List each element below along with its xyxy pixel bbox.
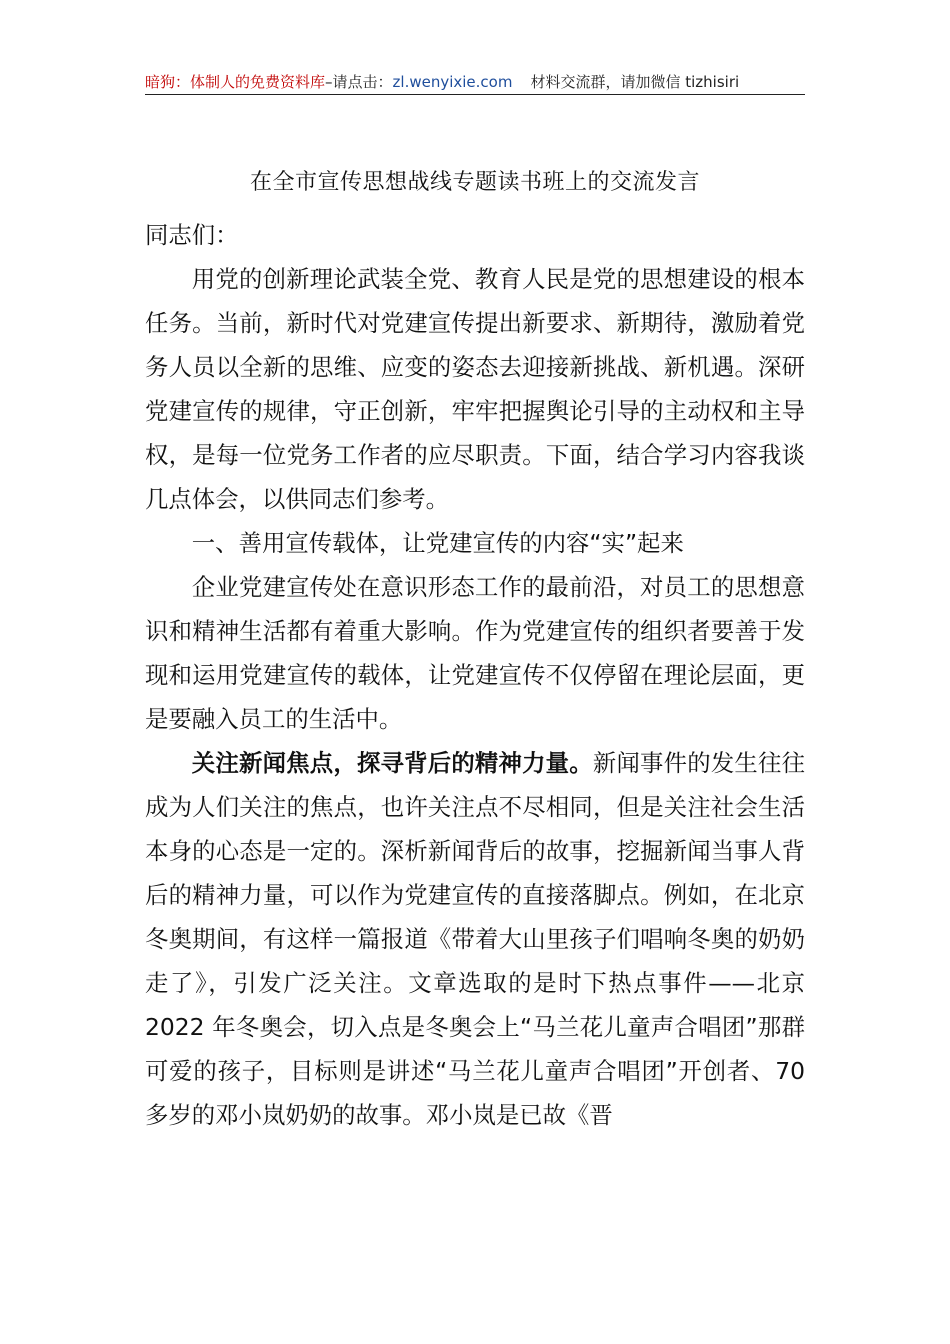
salutation: 同志们： — [145, 221, 239, 249]
paragraph-news-focus — [145, 741, 805, 1137]
header-contact: 材料交流群，请加微信 tizhisiri — [530, 73, 740, 91]
document-body — [145, 213, 805, 1137]
page-header — [145, 70, 805, 95]
paragraph-intro: 用党的创新理论武装全党、教育人民是党的思想建设的根本任务。当前，新时代对党建宣传提出新要求、新期待，激励着党务人员以全新的思维、应变的姿态去迎接新挑战、新机遇。深研党建宣传的规律，守正创新，牢牢把握舆论引导的主动权和主导权，是每一位党务工作者的应尽职责。下面，结合学习内容我谈几点体会，以供同志们参考。 — [145, 265, 805, 513]
document-title: 在全市宣传思想战线专题读书班上的交流发言 — [249, 170, 700, 195]
paragraph-section-1: 企业党建宣传处在意识形态工作的最前沿，对员工的思想意识和精神生活都有着重大影响。作为党建宣传的组织者要善于发现和运用党建宣传的载体，让党建宣传不仅停留在理论层面，更是要融入员工的生活中。 — [145, 573, 805, 733]
header-brand: 暗狗：体制人的免费资料库 — [145, 73, 326, 91]
header-prompt: –请点击： — [325, 73, 393, 91]
section-heading-1: 一、善用宣传载体，让党建宣传的内容“实”起来 — [191, 529, 684, 557]
paragraph-news-text: 新闻事件的发生往往成为人们关注的焦点，也许关注点不尽相同，但是关注社会生活本身的心态是一定的。深析新闻背后的故事，挖掘新闻当事人背后的精神力量，可以作为党建宣传的直接落脚点。例如，在北京冬奥期间，有这样一篇报道《带着大山里孩子们唱响冬奥的奶奶走了》，引发广泛关注。文章选取的是时下热点事件——北京 2022 年冬奥会，切入点是冬奥会上“马兰花儿童声合唱团”那群可爱的孩子，目标则是讲述“马兰花儿童声合唱团”开创者、70 多岁的邓小岚奶奶的故事。邓小岚是已故《晋 — [145, 749, 806, 1129]
header-url-link[interactable]: zl.wenyixie.com — [392, 73, 513, 91]
paragraph-lead-bold: 关注新闻焦点，探寻背后的精神力量。 — [191, 749, 593, 777]
